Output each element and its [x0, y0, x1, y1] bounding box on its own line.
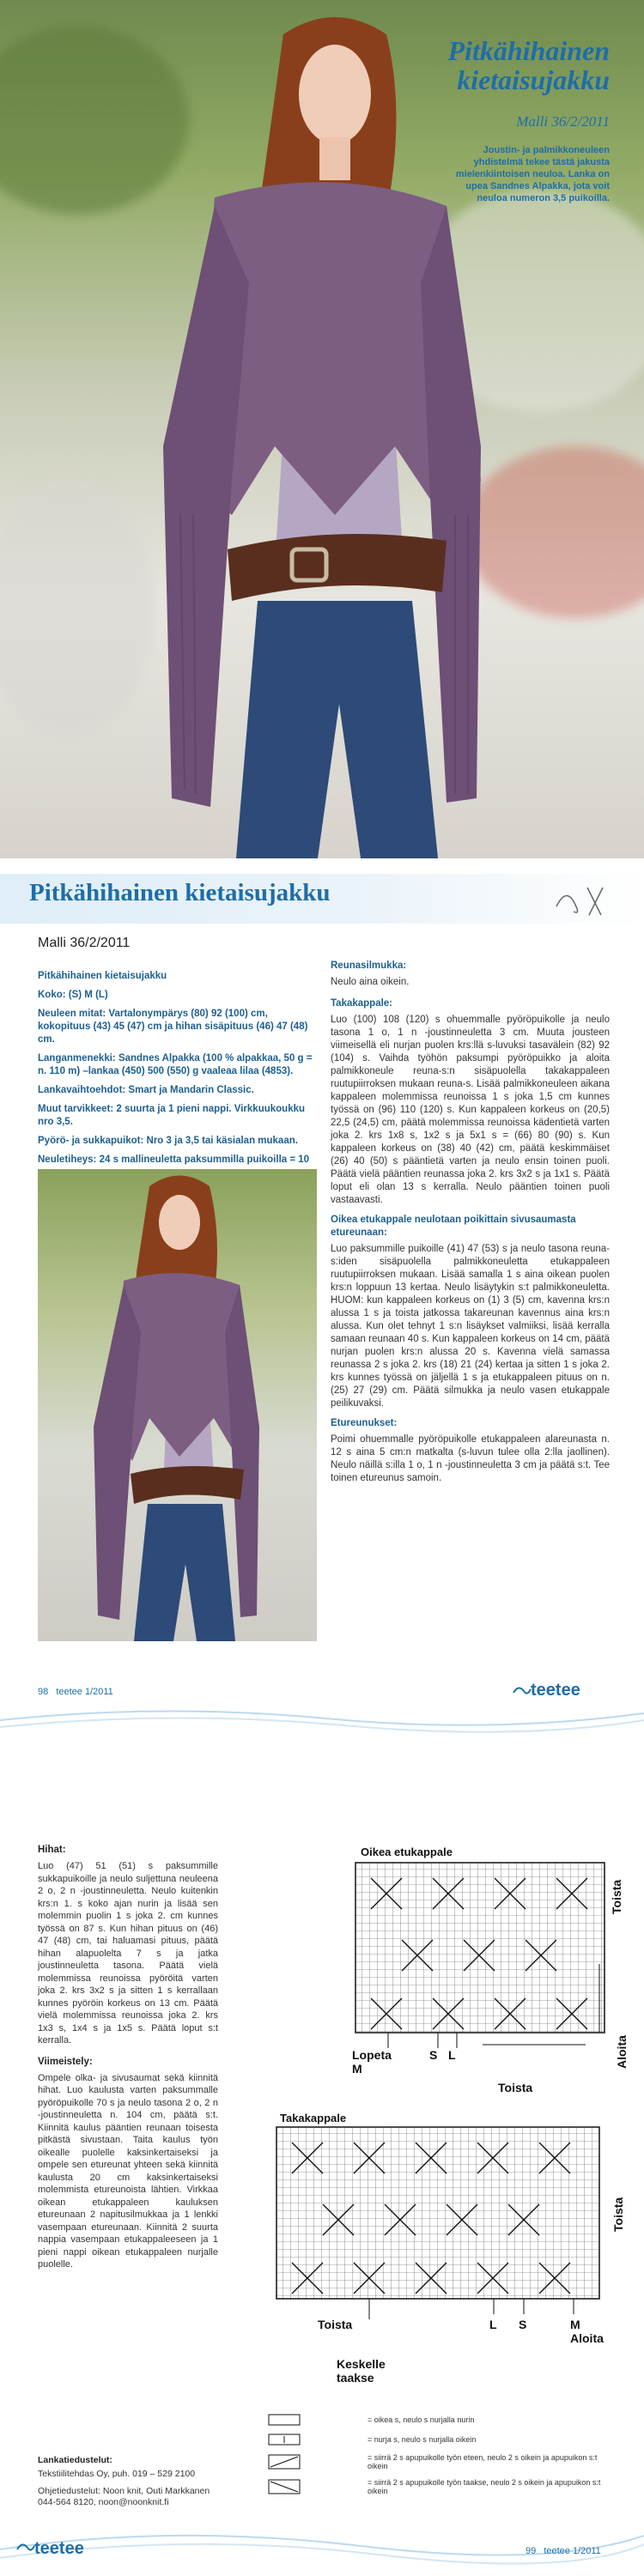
chart1-title: Oikea etukappale	[361, 1846, 453, 1858]
chart2-label-aloita: Aloita	[570, 2331, 604, 2345]
info-measurements: Neuleen mitat: Vartalonympärys (80) 92 (100) cm, kokopituus (43) 45 (47) cm ja hihan sisäpituus (46) 47 (48) cm.	[38, 1009, 308, 1045]
section-oikea-heading: Oikea etukappale neulotaan poikittain sivusaumasta etureunaan:	[331, 1215, 576, 1238]
chart2-label-m: M	[570, 2318, 580, 2331]
chart1-label-m: M	[352, 2062, 362, 2076]
chart2-label-keskelle: Keskelle taakse	[337, 2357, 386, 2385]
info-notions: Muut tarvikkeet: 2 suurta ja 1 pieni nappi. Virkkuukoukku nro 3,5.	[38, 1104, 306, 1127]
cable-front-icon	[268, 2454, 301, 2470]
chart2-label-toista-bottom: Toista	[318, 2318, 353, 2331]
page3-footer	[526, 2546, 601, 2556]
chart2-title: Takakappale	[280, 2112, 347, 2124]
cover-title	[448, 36, 611, 94]
legend-item: = siirrä 2 s apupuikolle työn taakse, neulo 2 s oikein ja apupuikon s:t oikein	[268, 2478, 616, 2495]
page-number: 99	[526, 2546, 537, 2556]
info-size: Koko: (S) M (L)	[38, 990, 108, 1000]
section-etureunukset-text: Poimi ohuemmalle pyöröpuikolle etukappaleen alareunasta n. 12 s aina 5 cm:n matkalta (s-luvun tulee olla 2:lla jaollinen). Neulo näillä s:illa 1 o, 1 n -joustinneuletta 3 cm ja päätä s:t. Tee toinen etureunus samoin.	[331, 1434, 610, 1483]
section-viimeistely-heading: Viimeistely:	[38, 2056, 93, 2067]
chart1-label-toista-bottom: Toista	[498, 2081, 533, 2094]
chart2-label-toista-right: Toista	[611, 2197, 625, 2232]
knit-symbol-icon	[268, 2414, 301, 2426]
page2-logo: teetee	[531, 1681, 580, 1700]
cover-title-line2: kietaisujakku	[457, 64, 610, 95]
contact-yarn: Tekstiilitehdas Oy, puh. 019 – 529 2100	[38, 2469, 196, 2479]
section-reunasilmukka-heading: Reunasilmukka:	[331, 961, 407, 971]
page2-model-number: Malli 36/2/2011	[38, 936, 131, 950]
chart2-label-s: S	[519, 2318, 527, 2331]
magazine-issue: teetee 1/2011	[56, 1687, 113, 1697]
sleeves-column	[38, 1844, 218, 2271]
section-takakappale-text: Luo (100) 108 (120) s ohuemmalle pyöröpuikolle ja neulo tasona 1 o, 1 n -joustinneuletta 3 cm. Muuta jousteen viimeisellä eli nurjan puolen krs:llä s-luvuksi tasavälein (82) 92 (104) s. Vaihda työhön paksumpi pyöröpuikko ja aloita palmikkoneule reuna-s:n sisäpuolella takakappaleen ruutupiirroksen mukaan reuna-s. Lisää palmikkoneuleen aikana kappaleen molemmissa reunoissa 1 s joka 1,5 cm kunnes työssä on (96) 110 (120) s. Kun kappaleen korkeus on (20,5) 22,5 (24,5) cm, päätä molemmissa reunoissa kädentietä varten joka 2. krs 1x8 s, 1x2 s ja 5x1 s = (66) 80 (90) s. Kun kappaleen korkeus on (38) 40 (42) cm, päätä keskimmäiset (26) 40 (50) s pääntietä varten ja neulo ensin toinen puoli. Päätä vielä pääntien reunassa joka 2. krs 3x2 s ja 1x1 s. Päätä loput eli olan 13 s kerralla. Neulo pääntien toinen puoli vastaavasti.	[331, 1015, 610, 1205]
info-gauge: Neuletiheys: 24 s mallineuletta paksummilla puikoilla = 10	[38, 1155, 310, 1165]
cover-title-line1: Pitkähihainen	[447, 35, 610, 66]
page2-title: Pitkähihainen kietaisujakku	[29, 879, 331, 906]
project-photo	[38, 1169, 317, 1641]
materials-info	[38, 970, 317, 1185]
cover-description: Joustin- ja palmikkoneuleen yhdistelmä tekee tästä jakusta mielenkiintoisen neuloa. Lanka on upea Sandnes Alpakka, jota voit neuloa numeron 3,5 puikoilla.	[455, 145, 610, 203]
chart2-label-l: L	[489, 2318, 497, 2331]
decorative-waves	[0, 2515, 644, 2575]
logo-icon	[512, 1681, 532, 1701]
legend-item: = nurja s, neulo s nurjalla oikein	[268, 2434, 616, 2446]
section-hihat-heading: Hihat:	[38, 1845, 66, 1855]
section-takakappale-heading: Takakappale:	[331, 998, 393, 1009]
chart1-label-aloita: Aloita	[615, 2035, 629, 2069]
section-reunasilmukka-text: Neulo aina oikein.	[331, 977, 410, 987]
page-number: 98	[38, 1687, 49, 1697]
legend-item: = oikea s, neulo s nurjalla nurin	[268, 2414, 616, 2426]
info-yarn-alternatives: Lankavaihtoehdot: Smart ja Mandarin Classic.	[38, 1085, 254, 1095]
legend-item: = siirrä 2 s apupuikolle työn eteen, neulo 2 s oikein ja apupuikon s:t oikein	[268, 2453, 616, 2470]
logo-icon	[15, 2537, 36, 2558]
instructions-column	[331, 960, 610, 1485]
section-oikea-text: Luo paksummille puikoille (41) 47 (53) s ja neulo tasona reuna-s:iden sisäpuolella palmikkoneuletta etukappaleen ruutupiirroksen mukaan. Lisää samalla 1 s aina oikean puolen krs:n loppuun 13 kertaa. Neulo lisäytykin s:t palmikkoneuletta. HUOM: kun kappaleen korkeus on (1) 3 (5) cm, kavenna krs:n alussa 1 s ja toista jatkossa takareunan kavennus aina krs:n alussa. Kun olet tehnyt 1 s:n lisäykset valmiiksi, lisää kerralla samaan reunaan 40 s. Kun kappaleen korkeus on 14 cm, päätä nurjan puolen krs:n alussa 20 s. Kavenna vielä samassa reunassa 2 s joka 2. krs (18) 21 (24) kertaa ja sitten 1 s joka 2. krs kunnes työssä on jäljellä 1 s ja etukappaleen pituus on n. (25) 27 (29) cm. Päätä silmukka ja neulo vasen etukappale peilikuvaksi.	[331, 1244, 610, 1409]
magazine-issue: teetee 1/2011	[544, 2546, 601, 2556]
info-yarn: Langanmenekki: Sandnes Alpakka (100 % alpakkaa, 50 g = n. 110 m) –lankaa (450) 500 (550) g vaaleaa lilaa (4853).	[38, 1053, 313, 1076]
info-title: Pitkähihainen kietaisujakku	[38, 971, 167, 981]
section-etureunukset-heading: Etureunukset:	[331, 1418, 398, 1428]
page3-logo: teetee	[34, 2539, 84, 2558]
chart1-grid	[354, 1861, 611, 2067]
contact-pattern: Ohjetiedustelut: Noon knit, Outi Markkanen 044-564 8120, noon@noonknit.fi	[38, 2486, 210, 2507]
chart1-label-l: L	[448, 2048, 456, 2062]
cable-back-icon	[268, 2479, 301, 2494]
decorative-sketch-icon	[550, 881, 618, 918]
cover-model-number: Malli 36/2/2011	[516, 113, 610, 130]
chart1-label-s: S	[429, 2048, 438, 2062]
decorative-waves	[0, 1703, 644, 1734]
chart-legend	[268, 2414, 616, 2495]
chart1-label-lopeta: Lopeta	[352, 2048, 392, 2062]
page2-footer	[38, 1687, 113, 1697]
chart2-grid	[275, 2125, 610, 2331]
info-needles: Pyörö- ja sukkapuikot: Nro 3 ja 3,5 tai käsialan mukaan.	[38, 1136, 298, 1146]
chart1-label-toista-right: Toista	[610, 1879, 623, 1914]
purl-symbol-icon	[268, 2434, 301, 2446]
section-viimeistely-text: Ompele olka- ja sivusaumat sekä kiinnitä hihat. Luo kaulusta varten paksummalle pyöröpuikolle 70 s ja neulo tasona 2 o, 2 n -joustinneuletta n. 104 cm, päätä s:t. Kiinnitä kaulus pääntien reunaan toisesta pitkästä sivustaan. Taita kaulus työn oikealle puolelle kaksinkertaiseksi ja ompele sen etureunat yhteen sekä kiinnitä kaulusta 20 cm kaksinkertaiseksi molemmista etureunoista lähtien. Virkkaa oikean etukappaleen kauluksen etureunaan 2 napitusilmukkaa ja 1 lenkki vasempaan etureunaan. Kiinnitä 2 suurta nappia vasempaan etukappaleeseen ja 1 pieni nappi oikean etukappaleen nurjalle puolelle.	[38, 2072, 218, 2270]
contact-heading: Lankatiedustelut:	[38, 2455, 112, 2465]
section-hihat-text: Luo (47) 51 (51) s paksummille sukkapuikoille ja neulo suljettuna neuleena 2 o, 2 n -joustinneuletta. Neulo kuitenkin krs:n 1. s koko ajan nurin ja lisää sen molemmin puolin 1 s joka 2. cm kunnes työssä on 87 s. Kun hihan pituus on (46) 47 (48) cm, tai haluamasi pituus, päätä hihan alapuolelta 7 s ja jatka joustinneuletta tasona. Päätä vielä molemmissa reunoissa pyöröitä varten joka 2. krs 3x2 s ja sitten 1 s kerrallaan kunnes pyöröin korkeus on 13 cm. Päätä vielä molemmissa reunoissa joka 2. krs 1x3 s, 1x4 s ja 1x5 s. Päätä loput s:t kerralla.	[38, 1861, 218, 2046]
